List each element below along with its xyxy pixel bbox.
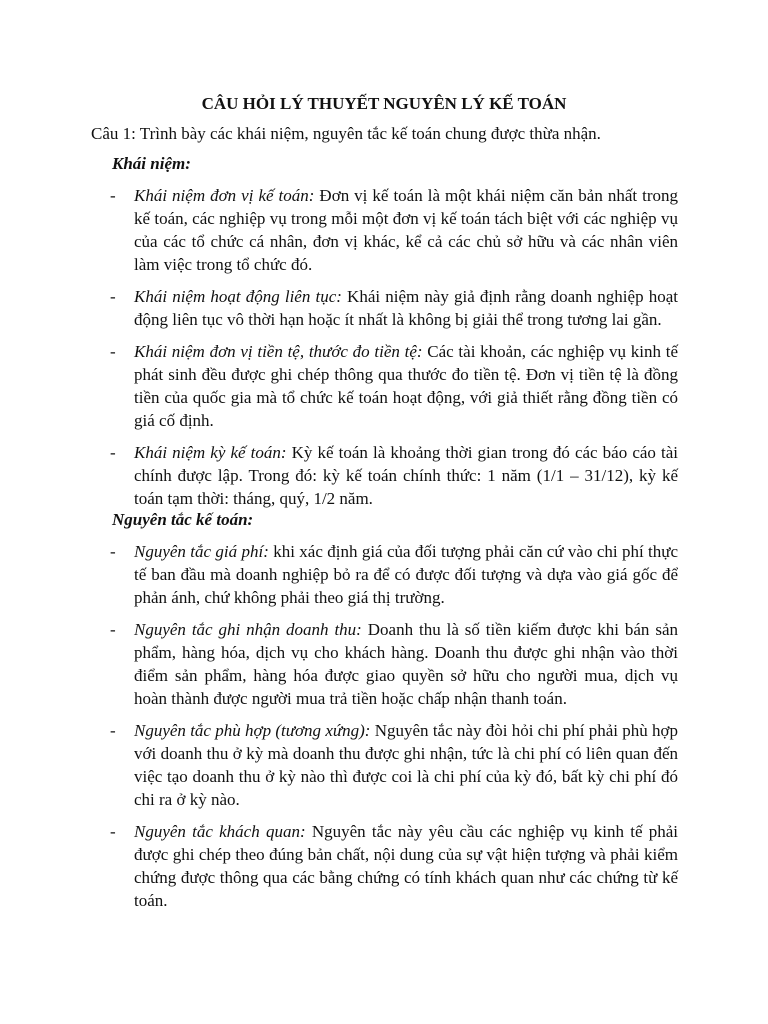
- bullet-dash: -: [110, 186, 116, 205]
- principles-list: [110, 540, 678, 921]
- item-term: Khái niệm kỳ kế toán:: [134, 443, 287, 462]
- bullet-dash: -: [110, 542, 116, 561]
- bullet-dash: -: [110, 342, 116, 361]
- item-term: Khái niệm đơn vị kế toán:: [134, 186, 315, 205]
- item-text: Các tài khoản, các nghiệp vụ kinh tế phát sinh đều được ghi chép thông qua thước đo tiền tệ. Đơn vị tiền tệ là đồng tiền của quốc gia mà tổ chức kế toán hoạt động, với giả thiết rằng đồng tiền có giá cố định.: [134, 342, 678, 430]
- item-term: Nguyên tắc ghi nhận doanh thu:: [134, 620, 362, 639]
- item-term: Khái niệm hoạt động liên tục:: [134, 287, 342, 306]
- list-item: [110, 719, 678, 811]
- item-term: Nguyên tắc giá phí:: [134, 542, 269, 561]
- item-text: Doanh thu là số tiền kiếm được khi bán sản phẩm, hàng hóa, dịch vụ cho khách hàng. Doanh thu được ghi nhận vào thời điểm sản phẩm, hàng hóa được giao quyền sở hữu cho người mua, dịch vụ hoàn thành được người mua trả tiền hoặc chấp nhận thanh toán.: [134, 620, 678, 708]
- list-item: [110, 340, 678, 432]
- bullet-dash: -: [110, 287, 116, 306]
- list-item: [110, 820, 678, 912]
- concepts-list: [110, 184, 678, 519]
- list-item: [110, 285, 678, 331]
- bullet-dash: -: [110, 721, 116, 740]
- bullet-dash: -: [110, 443, 116, 462]
- principles-heading: Nguyên tắc kế toán:: [112, 510, 254, 529]
- bullet-dash: -: [110, 620, 116, 639]
- document-title: CÂU HỎI LÝ THUYẾT NGUYÊN LÝ KẾ TOÁN: [201, 94, 567, 113]
- list-item: [110, 441, 678, 510]
- list-item: [110, 618, 678, 710]
- item-text: Kỳ kế toán là khoảng thời gian trong đó các báo cáo tài chính được lập. Trong đó: kỳ kế toán chính thức: 1 năm (1/1 – 31/12), kỳ kế toán tạm thời: tháng, quý, 1/2 năm.: [134, 443, 678, 508]
- list-item: [110, 540, 678, 609]
- item-text: Đơn vị kế toán là một khái niệm căn bản nhất trong kế toán, các nghiệp vụ trong mỗi một đơn vị kế toán tách biệt với các nghiệp vụ của các tổ chức cá nhân, đơn vị khác, kể cả các chủ sở hữu và các nhân viên làm việc trong tổ chức đó.: [134, 186, 678, 274]
- item-term: Khái niệm đơn vị tiền tệ, thước đo tiền tệ:: [134, 342, 423, 361]
- item-text: khi xác định giá của đối tượng phải căn cứ vào chi phí thực tế ban đầu mà doanh nghiệp bỏ ra để có được đối tượng và dựa vào giá gốc để phản ánh, chứ không phải theo giá thị trường.: [134, 542, 679, 607]
- item-text: Nguyên tắc này yêu cầu các nghiệp vụ kinh tế phải được ghi chép theo đúng bản chất, nội dung của sự vật hiện tượng và phải kiểm chứng được thông qua các bằng chứng có tính khách quan như các chứng từ kế toán.: [134, 822, 678, 910]
- bullet-dash: -: [110, 822, 116, 841]
- item-term: Nguyên tắc khách quan:: [134, 822, 306, 841]
- concepts-heading: Khái niệm:: [112, 154, 191, 173]
- question-1: Câu 1: Trình bày các khái niệm, nguyên tắc kế toán chung được thừa nhận.: [91, 124, 601, 143]
- item-text: Nguyên tắc này đòi hỏi chi phí phải phù hợp với doanh thu ở kỳ mà doanh thu được ghi nhận, tức là chi phí có liên quan đến việc tạo doanh thu ở kỳ nào thì được coi là chi phí của kỳ đó, bất kỳ chi phí đó chi ra ở kỳ nào.: [134, 721, 678, 809]
- list-item: [110, 184, 678, 276]
- item-term: Nguyên tắc phù hợp (tương xứng):: [134, 721, 371, 740]
- item-text: Khái niệm này giả định rằng doanh nghiệp hoạt động liên tục vô thời hạn hoặc ít nhất là không bị giải thể trong tương lai gần.: [134, 287, 678, 329]
